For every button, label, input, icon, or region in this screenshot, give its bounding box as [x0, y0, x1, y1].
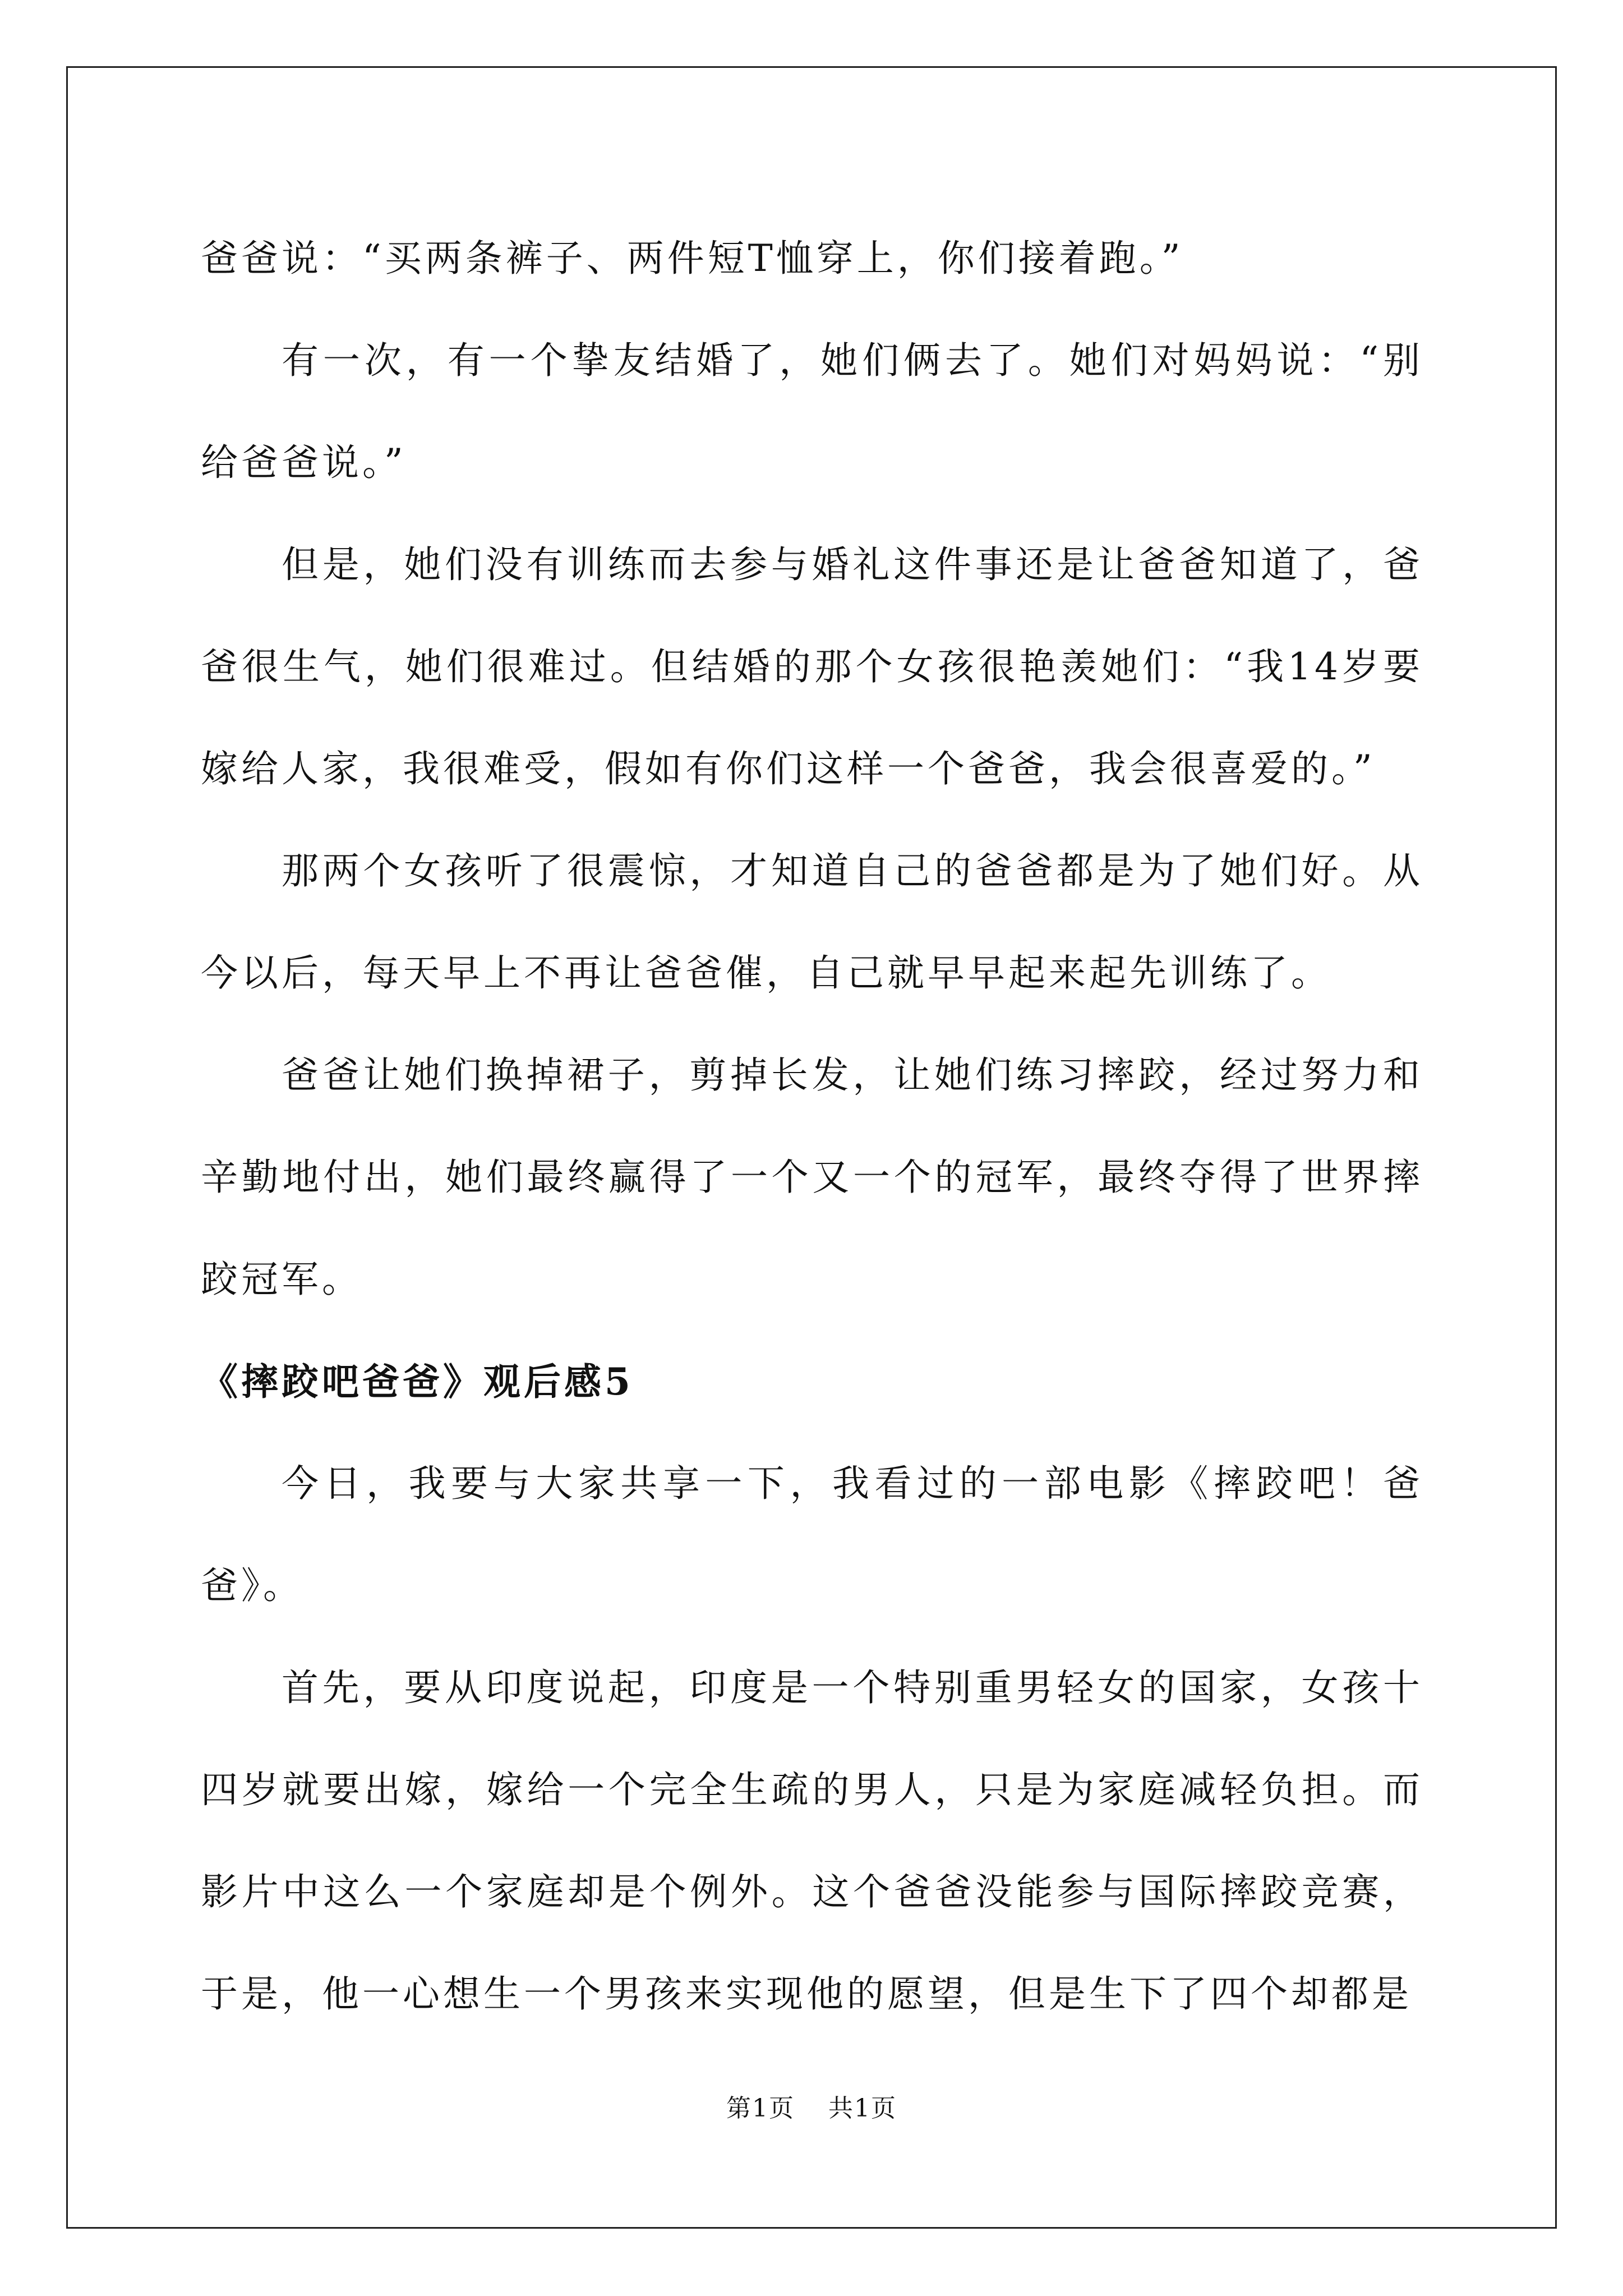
paragraph-dad-says: 爸爸说：“买两条裤子、两件短T恤穿上，你们接着跑。” — [201, 237, 1184, 280]
paragraph-friend-wedding: 有一次，有一个挚友结婚了，她们俩去了。她们对妈妈说：“别给爸爸说。” — [201, 339, 1423, 484]
page-footer — [0, 2088, 1623, 2124]
paragraph-dad-angry: 但是，她们没有训练而去参与婚礼这件事还是让爸爸知道了，爸爸很生气，她们很难过。但结婚的那个女孩很艳羡她们：“我14岁要嫁给人家，我很难受，假如有你们这样一个爸爸，我会很喜爱的。” — [201, 543, 1423, 790]
paragraph-girls-realize: 那两个女孩听了很震惊，才知道自己的爸爸都是为了她们好。从今以后，每天早上不再让爸爸催，自己就早早起来起先训练了。 — [201, 849, 1423, 995]
paragraph-india-background: 首先，要从印度说起，印度是一个特别重男轻女的国家，女孩十四岁就要出嫁，嫁给一个完全生疏的男人，只是为家庭减轻负担。而影片中这么一个家庭却是个例外。这个爸爸没能参与国际摔跤竞赛，于是，他一心想生一个男孩来实现他的愿望，但是生下了四个却都是 — [201, 1666, 1423, 2016]
page-number: 第1页 — [726, 2094, 795, 2123]
paragraph-champions: 爸爸让她们换掉裙子，剪掉长发，让她们练习摔跤，经过努力和辛勤地付出，她们最终赢得了一个又一个的冠军，最终夺得了世界摔跤冠军。 — [201, 1053, 1423, 1301]
paragraph-share-movie: 今日，我要与大家共享一下，我看过的一部电影《摔跤吧！爸爸》。 — [201, 1462, 1423, 1607]
document-body — [201, 208, 1423, 2045]
page-total: 共1页 — [828, 2094, 897, 2123]
section-title: 《摔跤吧爸爸》观后感5 — [201, 1360, 634, 1404]
